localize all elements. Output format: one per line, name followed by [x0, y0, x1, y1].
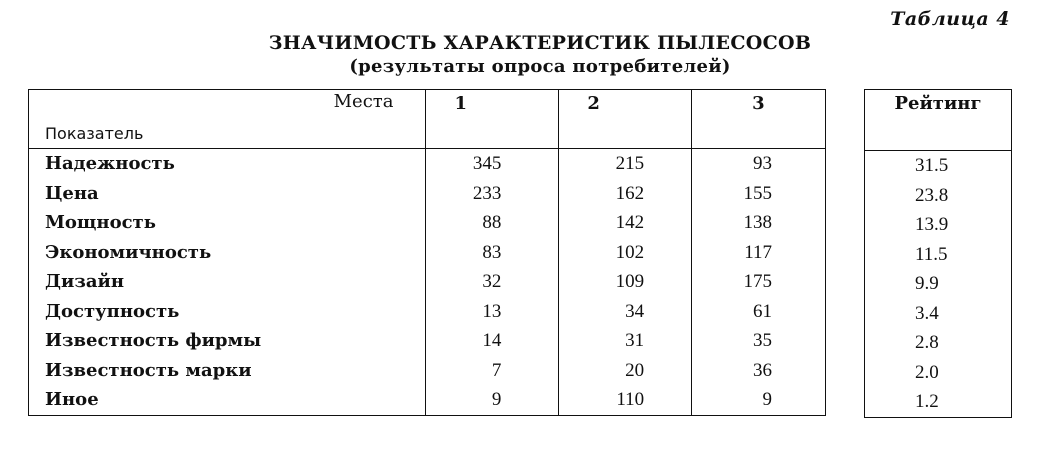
indicator-header-label: Показатель — [45, 124, 144, 143]
place-2-value: 20 — [559, 356, 692, 386]
indicator-name: Иное — [45, 389, 99, 410]
rating-value: 1.2 — [915, 391, 939, 412]
rating-value: 23.8 — [915, 184, 949, 206]
table-row — [29, 297, 826, 327]
header-corner-cell — [29, 90, 426, 149]
place-2-value: 34 — [559, 297, 692, 327]
place-2-value: 162 — [559, 179, 692, 209]
indicator-name: Известность фирмы — [45, 330, 262, 351]
place-3-header: 3 — [692, 90, 826, 149]
table-row — [29, 238, 826, 268]
place-1-value: 7 — [426, 356, 559, 386]
place-3-value: 175 — [692, 267, 826, 297]
place-3-value: 36 — [692, 356, 826, 386]
indicator-name: Мощность — [45, 212, 156, 233]
place-1-value: 9 — [426, 385, 559, 415]
table-row — [865, 240, 1012, 270]
place-3-value: 138 — [692, 208, 826, 238]
place-3-value: 155 — [692, 179, 826, 209]
table-row — [29, 179, 826, 209]
rating-table — [864, 89, 1012, 418]
place-3-value: 93 — [692, 149, 826, 179]
indicator-name: Доступность — [45, 300, 180, 322]
table-row — [865, 151, 1012, 181]
place-3-value: 117 — [692, 238, 826, 268]
table-row — [865, 328, 1012, 358]
place-1-value: 83 — [426, 238, 559, 268]
table-row — [865, 269, 1012, 299]
table-row — [29, 326, 826, 356]
table-row — [29, 385, 826, 415]
table-title: ЗНАЧИМОСТЬ ХАРАКТЕРИСТИК ПЫЛЕСОСОВ — [268, 32, 812, 54]
indicator-name: Надежность — [45, 153, 175, 174]
place-3-value: 35 — [692, 326, 826, 356]
indicator-name: Цена — [45, 182, 99, 204]
place-1-value: 345 — [426, 149, 559, 179]
place-2-value: 110 — [559, 385, 692, 415]
table-row — [865, 181, 1012, 211]
place-3-value: 9 — [692, 385, 826, 415]
place-2-value: 142 — [559, 208, 692, 238]
rating-value: 2.0 — [915, 361, 939, 383]
place-1-value: 14 — [426, 326, 559, 356]
table-row — [29, 149, 826, 179]
rating-header: Рейтинг — [865, 90, 1012, 151]
rating-value: 31.5 — [915, 155, 949, 176]
survey-table — [28, 89, 826, 416]
table-row — [865, 387, 1012, 417]
indicator-name: Экономичность — [45, 241, 212, 263]
rating-header-row — [865, 90, 1012, 151]
table-subtitle: (результаты опроса потребителей) — [349, 56, 731, 77]
indicator-name: Дизайн — [45, 271, 125, 292]
header-row — [29, 90, 826, 149]
rating-value: 3.4 — [915, 302, 939, 324]
place-1-header: 1 — [426, 90, 559, 149]
place-2-value: 109 — [559, 267, 692, 297]
place-1-value: 233 — [426, 179, 559, 209]
place-2-value: 31 — [559, 326, 692, 356]
rating-value: 2.8 — [915, 332, 939, 353]
place-2-value: 102 — [559, 238, 692, 268]
rating-value: 13.9 — [915, 214, 949, 235]
rating-value: 11.5 — [915, 243, 948, 265]
rating-value: 9.9 — [915, 273, 939, 294]
indicator-name: Известность марки — [45, 359, 252, 381]
place-1-value: 13 — [426, 297, 559, 327]
table-row — [865, 299, 1012, 329]
table-row — [29, 356, 826, 386]
table-number: Таблица 4 — [890, 8, 1010, 30]
place-1-value: 88 — [426, 208, 559, 238]
table-row — [29, 208, 826, 238]
table-row — [865, 210, 1012, 240]
table-row — [865, 358, 1012, 388]
place-3-value: 61 — [692, 297, 826, 327]
place-2-header: 2 — [559, 90, 692, 149]
place-2-value: 215 — [559, 149, 692, 179]
places-header-label: Места — [333, 91, 394, 112]
table-row — [29, 267, 826, 297]
place-1-value: 32 — [426, 267, 559, 297]
